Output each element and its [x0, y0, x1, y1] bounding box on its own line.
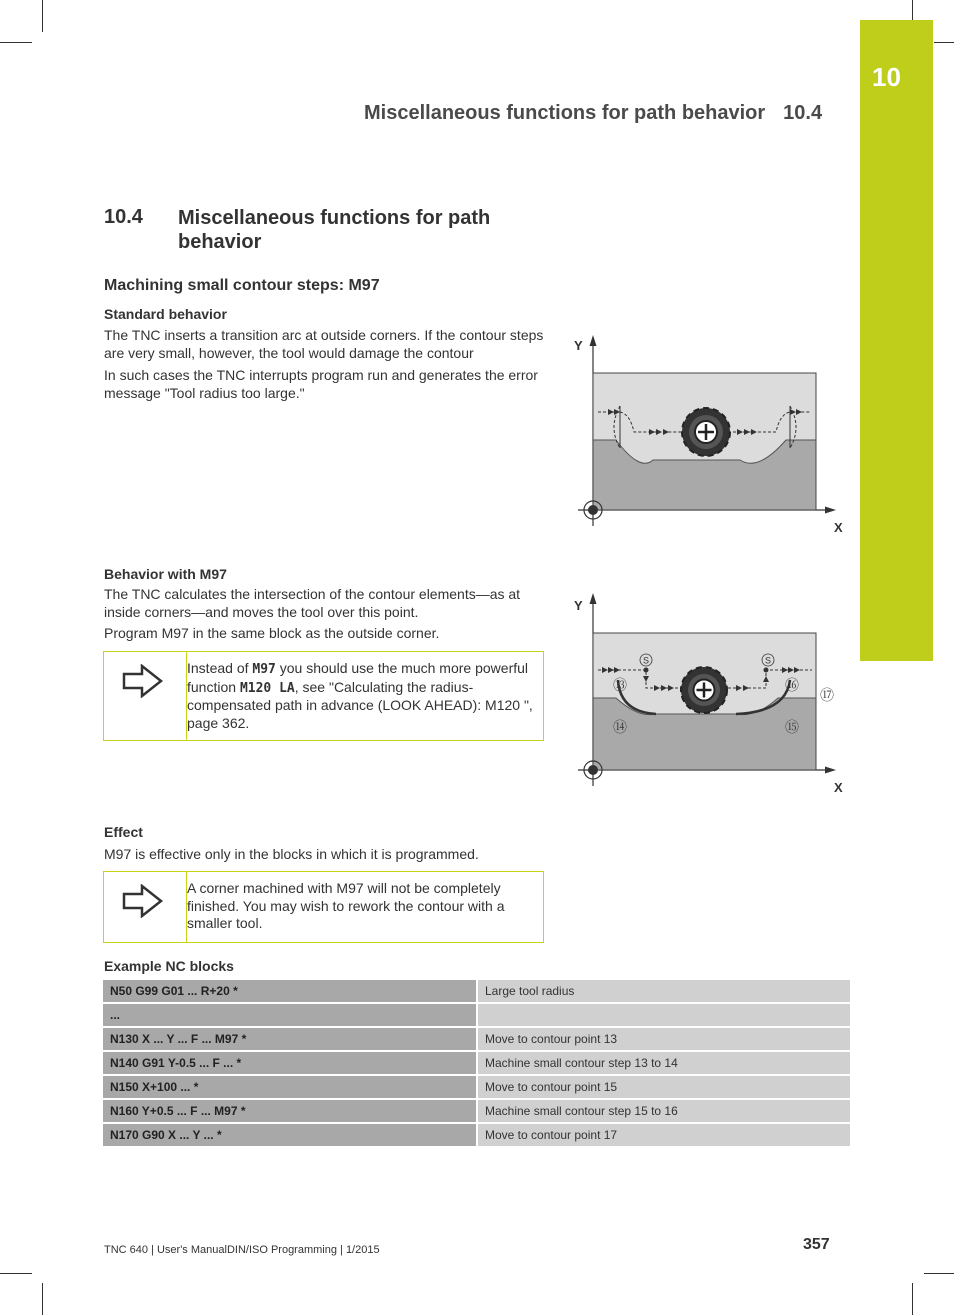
table-row: [103, 1003, 850, 1027]
nc-code: N140 G91 Y-0.5 ... F ... *: [103, 1051, 476, 1075]
nc-code: N130 X ... Y ... F ... M97 *: [103, 1027, 476, 1051]
table-row: [103, 980, 850, 1003]
figure1-axis-y: Y: [574, 338, 583, 353]
note-arrow-icon: [122, 664, 164, 698]
example-nc-label: Example NC blocks: [104, 958, 234, 974]
footer-text: TNC 640 | User's ManualDIN/ISO Programming | 1/2015: [104, 1244, 380, 1256]
standard-behavior-paragraph-1: The TNC inserts a transition arc at outside corners. If the contour steps are very small, however, the tool would damage the contour: [104, 327, 544, 361]
figure2-point-17: ⑰: [820, 687, 834, 703]
crop-mark: [42, 0, 43, 32]
note-code-m97: M97: [252, 662, 276, 677]
figure2-axis-y: Y: [574, 598, 583, 613]
note-box: [103, 871, 544, 943]
note-text-part: Instead of: [187, 660, 253, 676]
effect-label: Effect: [104, 824, 143, 840]
figure2-point-15: ⑮: [785, 719, 799, 735]
chapter-number: 10: [872, 62, 901, 92]
page-number: 357: [803, 1236, 830, 1253]
note-code-m120: M120 LA: [239, 680, 295, 696]
figure2-axis-x: X: [834, 780, 843, 795]
crop-mark: [0, 1273, 32, 1274]
nc-blocks-table: [103, 980, 850, 1148]
crop-mark: [912, 1283, 913, 1315]
standard-behavior-paragraph-2: In such cases the TNC interrupts program run and generates the error message "Tool radius too large.": [104, 367, 538, 401]
note-text-part: , see "Calculating the radius-compensated path in advance (LOOK AHEAD): M120 ", page 362.: [187, 678, 533, 731]
figure1-axis-x: X: [834, 520, 843, 535]
m97-behavior-figure: [568, 590, 848, 800]
nc-code: N50 G99 G01 ... R+20 *: [103, 980, 476, 1003]
nc-description: Machine small contour step 13 to 14: [478, 1051, 850, 1075]
figure2-point-16: ⑯: [785, 677, 799, 693]
note-box: [103, 651, 544, 741]
chapter-tab: [860, 20, 933, 661]
figure2-point-14: ⑭: [613, 719, 627, 735]
nc-code: N170 G90 X ... Y ... *: [103, 1123, 476, 1147]
running-header-section: 10.4: [783, 102, 823, 124]
table-row: [103, 1051, 850, 1075]
m97-behavior-label: Behavior with M97: [104, 566, 227, 582]
crop-mark: [934, 42, 954, 43]
crop-mark: [924, 1273, 954, 1274]
nc-code: N150 X+100 ... *: [103, 1075, 476, 1099]
nc-description: Machine small contour step 15 to 16: [478, 1099, 850, 1123]
nc-description: Move to contour point 17: [478, 1123, 850, 1147]
nc-description: Move to contour point 15: [478, 1075, 850, 1099]
table-row: [103, 1075, 850, 1099]
section-number: 10.4: [104, 206, 143, 228]
note-text: [187, 660, 537, 732]
standard-behavior-figure: [568, 330, 848, 540]
m97-behavior-paragraph-1: The TNC calculates the intersection of the contour elements—as at inside corners—and moves the tool over this point.: [104, 586, 521, 620]
table-row: [103, 1099, 850, 1123]
crop-mark: [0, 42, 32, 43]
crop-mark: [42, 1283, 43, 1315]
standard-behavior-label: Standard behavior: [104, 306, 227, 322]
crop-mark: [912, 0, 913, 20]
note-text: A corner machined with M97 will not be completely finished. You may wish to rework the contour with a smaller tool.: [187, 880, 505, 931]
running-header-title: Miscellaneous functions for path behavior: [364, 102, 766, 124]
nc-description: Large tool radius: [478, 980, 850, 1003]
section-title: Miscellaneous functions for path behavior: [178, 207, 491, 253]
figure2-point-13: ⑬: [613, 677, 627, 693]
nc-code: N160 Y+0.5 ... F ... M97 *: [103, 1099, 476, 1123]
effect-paragraph: M97 is effective only in the blocks in which it is programmed.: [104, 846, 479, 862]
m97-behavior-paragraph-2: Program M97 in the same block as the outside corner.: [104, 625, 440, 641]
nc-description: [478, 1003, 850, 1027]
nc-description: Move to contour point 13: [478, 1027, 850, 1051]
note-arrow-icon: [122, 884, 164, 918]
running-header: [364, 102, 822, 125]
figure2-s-label-left: S: [642, 655, 650, 666]
table-row: [103, 1123, 850, 1147]
figure2-s-label-right: S: [764, 655, 772, 666]
subsection-title: Machining small contour steps: M97: [104, 277, 380, 294]
table-row: [103, 1027, 850, 1051]
nc-code: ...: [103, 1003, 476, 1027]
note-text-part: you should use the much more powerful function: [187, 660, 529, 695]
